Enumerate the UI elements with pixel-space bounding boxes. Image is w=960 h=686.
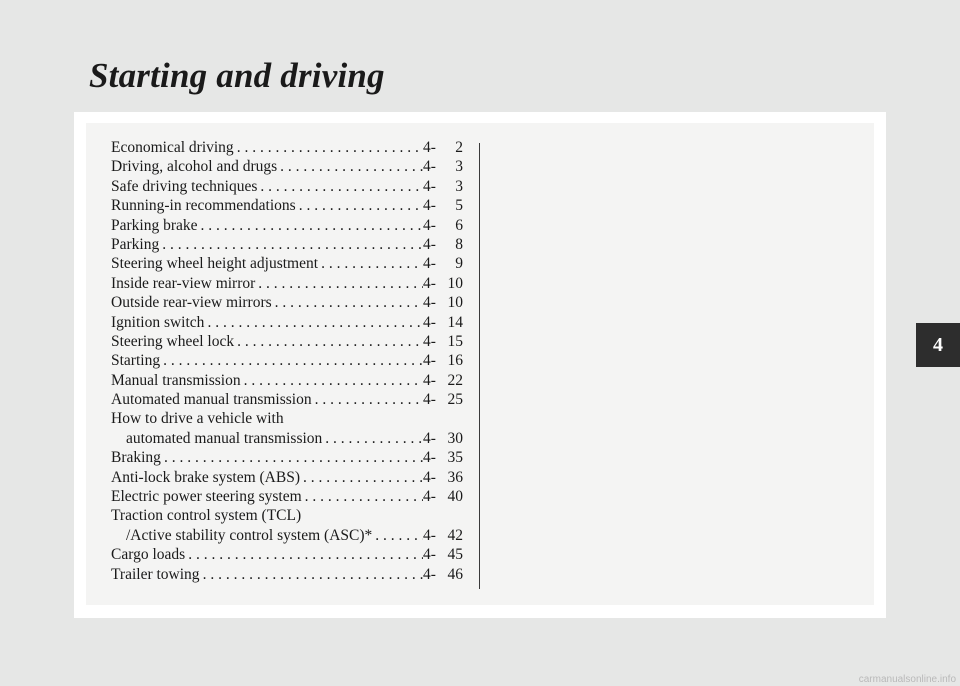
toc-entry-text: Braking bbox=[111, 449, 161, 467]
toc-page-ref bbox=[423, 545, 463, 564]
toc-entry-text: /Active stability control system (ASC)* bbox=[126, 526, 373, 544]
dot-leader bbox=[302, 487, 423, 506]
toc-entry[interactable] bbox=[111, 371, 463, 390]
dot-leader bbox=[161, 448, 423, 467]
toc-page-ref bbox=[423, 351, 463, 370]
page-number: 9 bbox=[455, 255, 463, 273]
page-prefix: 4- bbox=[423, 565, 436, 583]
page-number: 46 bbox=[447, 565, 463, 583]
toc-page-ref bbox=[423, 313, 463, 332]
toc-line bbox=[111, 274, 463, 293]
toc-page-ref bbox=[423, 216, 463, 235]
toc-page-ref bbox=[423, 565, 463, 584]
toc-entry-text: Running-in recommendations bbox=[111, 197, 296, 215]
dot-leader bbox=[255, 274, 423, 293]
toc-entry-text: Safe driving techniques bbox=[111, 177, 258, 195]
toc-entry-text: automated manual transmission bbox=[126, 429, 323, 447]
toc-entry[interactable] bbox=[111, 390, 463, 409]
page-number: 10 bbox=[447, 294, 463, 312]
toc-line bbox=[111, 293, 463, 312]
toc-page-ref bbox=[423, 293, 463, 312]
toc-line bbox=[111, 526, 463, 545]
toc-entry-text: Electric power steering system bbox=[111, 488, 302, 506]
toc-page-ref bbox=[423, 468, 463, 487]
toc-entry[interactable] bbox=[111, 216, 463, 235]
toc-line bbox=[111, 429, 463, 448]
dot-leader bbox=[185, 545, 423, 564]
page-number: 36 bbox=[447, 468, 463, 486]
toc-line bbox=[111, 235, 463, 254]
toc-page-ref bbox=[423, 138, 463, 157]
page-prefix: 4- bbox=[423, 488, 436, 506]
toc-line bbox=[111, 196, 463, 215]
toc-page-ref bbox=[423, 332, 463, 351]
toc-entry[interactable] bbox=[111, 506, 463, 545]
toc-entry[interactable] bbox=[111, 545, 463, 564]
toc-line bbox=[111, 468, 463, 487]
toc-line bbox=[111, 545, 463, 564]
toc-line bbox=[111, 313, 463, 332]
toc-line bbox=[111, 448, 463, 467]
page-number: 5 bbox=[455, 197, 463, 215]
toc-entry[interactable] bbox=[111, 468, 463, 487]
page-prefix: 4- bbox=[423, 274, 436, 292]
page-number: 42 bbox=[447, 526, 463, 544]
toc-line bbox=[111, 565, 463, 584]
toc-entry[interactable] bbox=[111, 254, 463, 273]
page-prefix: 4- bbox=[423, 546, 436, 564]
page-prefix: 4- bbox=[423, 391, 436, 409]
dot-leader bbox=[241, 371, 423, 390]
dot-leader bbox=[277, 157, 423, 176]
page-prefix: 4- bbox=[423, 332, 436, 350]
toc-line bbox=[111, 157, 463, 176]
dot-leader bbox=[322, 429, 423, 448]
toc-entry-text: Automated manual transmission bbox=[111, 391, 312, 409]
dot-leader bbox=[257, 177, 423, 196]
toc-entry-text: Trailer towing bbox=[111, 565, 200, 583]
page-number: 30 bbox=[447, 429, 463, 447]
toc-page-ref bbox=[423, 526, 463, 545]
dot-leader bbox=[318, 254, 423, 273]
toc-entry-text: Starting bbox=[111, 352, 161, 370]
toc-entry-text: Steering wheel lock bbox=[111, 332, 235, 350]
toc-entry-text: Economical driving bbox=[111, 138, 234, 156]
toc-line bbox=[111, 409, 463, 428]
page-prefix: 4- bbox=[423, 429, 436, 447]
toc-page-ref bbox=[423, 487, 463, 506]
page-number: 16 bbox=[447, 352, 463, 370]
page-number: 22 bbox=[447, 371, 463, 389]
toc-entry[interactable] bbox=[111, 138, 463, 157]
toc-entry-text: Cargo loads bbox=[111, 546, 186, 564]
toc-page-ref bbox=[423, 196, 463, 215]
page-prefix: 4- bbox=[423, 177, 436, 195]
page-number: 40 bbox=[447, 488, 463, 506]
toc-entry-text: Traction control system (TCL) bbox=[111, 507, 302, 525]
toc-page-ref bbox=[423, 390, 463, 409]
toc-line bbox=[111, 371, 463, 390]
page-number: 3 bbox=[455, 158, 463, 176]
toc-page-ref bbox=[423, 177, 463, 196]
toc-page-ref bbox=[423, 254, 463, 273]
toc-entry-text: Ignition switch bbox=[111, 313, 205, 331]
page-number: 14 bbox=[447, 313, 463, 331]
toc-line bbox=[111, 332, 463, 351]
dot-leader bbox=[198, 216, 423, 235]
toc-entry[interactable] bbox=[111, 274, 463, 293]
page-prefix: 4- bbox=[423, 197, 436, 215]
toc-entry[interactable] bbox=[111, 293, 463, 312]
page-number: 6 bbox=[455, 216, 463, 234]
page-number: 35 bbox=[447, 449, 463, 467]
page-number: 2 bbox=[455, 138, 463, 156]
page-prefix: 4- bbox=[423, 313, 436, 331]
toc-entry-text: Manual transmission bbox=[111, 371, 241, 389]
toc-entry[interactable] bbox=[111, 351, 463, 370]
dot-leader bbox=[160, 351, 423, 370]
toc-entry-text: Inside rear-view mirror bbox=[111, 274, 256, 292]
toc-entry-text: Steering wheel height adjustment bbox=[111, 255, 319, 273]
toc-entry-text: Driving, alcohol and drugs bbox=[111, 158, 278, 176]
toc-page-ref bbox=[423, 448, 463, 467]
toc-page-ref bbox=[423, 235, 463, 254]
toc-entry[interactable] bbox=[111, 235, 463, 254]
toc-entry-text: Parking bbox=[111, 235, 160, 253]
page-prefix: 4- bbox=[423, 294, 436, 312]
page-prefix: 4- bbox=[423, 235, 436, 253]
page-title: Starting and driving bbox=[89, 56, 385, 95]
toc-page-ref bbox=[423, 157, 463, 176]
toc-entry[interactable] bbox=[111, 448, 463, 467]
toc-entry-text: Outside rear-view mirrors bbox=[111, 294, 272, 312]
page-prefix: 4- bbox=[423, 255, 436, 273]
page-number: 8 bbox=[455, 235, 463, 253]
toc-line bbox=[111, 216, 463, 235]
toc-page-ref bbox=[423, 274, 463, 293]
toc-entry[interactable] bbox=[111, 487, 463, 506]
toc-entry-text: Parking brake bbox=[111, 216, 198, 234]
page-prefix: 4- bbox=[423, 449, 436, 467]
column-divider bbox=[479, 143, 480, 589]
toc-line bbox=[111, 177, 463, 196]
toc-entry[interactable] bbox=[111, 409, 463, 448]
dot-leader bbox=[234, 138, 423, 157]
page-number: 45 bbox=[447, 546, 463, 564]
page-prefix: 4- bbox=[423, 158, 436, 176]
toc-line bbox=[111, 390, 463, 409]
dot-leader bbox=[312, 390, 423, 409]
toc-line bbox=[111, 351, 463, 370]
toc-entry[interactable] bbox=[111, 157, 463, 176]
dot-leader bbox=[159, 235, 423, 254]
watermark: carmanualsonline.info bbox=[858, 674, 956, 685]
toc-entry[interactable] bbox=[111, 313, 463, 332]
toc-entry[interactable] bbox=[111, 177, 463, 196]
toc-page-ref bbox=[423, 429, 463, 448]
page-prefix: 4- bbox=[423, 138, 436, 156]
page-prefix: 4- bbox=[423, 352, 436, 370]
dot-leader bbox=[200, 565, 423, 584]
dot-leader bbox=[296, 196, 423, 215]
toc-line bbox=[111, 487, 463, 506]
toc-entry-text: Anti-lock brake system (ABS) bbox=[111, 468, 300, 486]
toc-line bbox=[111, 138, 463, 157]
page-prefix: 4- bbox=[423, 216, 436, 234]
page-prefix: 4- bbox=[423, 371, 436, 389]
toc-entry[interactable] bbox=[111, 196, 463, 215]
page-number: 3 bbox=[455, 177, 463, 195]
page-prefix: 4- bbox=[423, 468, 436, 486]
toc-line bbox=[111, 254, 463, 273]
toc-line bbox=[111, 506, 463, 525]
dot-leader bbox=[300, 468, 423, 487]
table-of-contents bbox=[111, 138, 463, 584]
chapter-tab[interactable]: 4 bbox=[916, 323, 960, 367]
toc-entry-text: How to drive a vehicle with bbox=[111, 410, 284, 428]
dot-leader bbox=[204, 313, 423, 332]
toc-page-ref bbox=[423, 371, 463, 390]
page-number: 10 bbox=[447, 274, 463, 292]
page-number: 15 bbox=[447, 332, 463, 350]
dot-leader bbox=[372, 526, 423, 545]
toc-entry[interactable] bbox=[111, 565, 463, 584]
page-number: 25 bbox=[447, 391, 463, 409]
page-prefix: 4- bbox=[423, 526, 436, 544]
dot-leader bbox=[234, 332, 423, 351]
dot-leader bbox=[272, 293, 423, 312]
toc-entry[interactable] bbox=[111, 332, 463, 351]
